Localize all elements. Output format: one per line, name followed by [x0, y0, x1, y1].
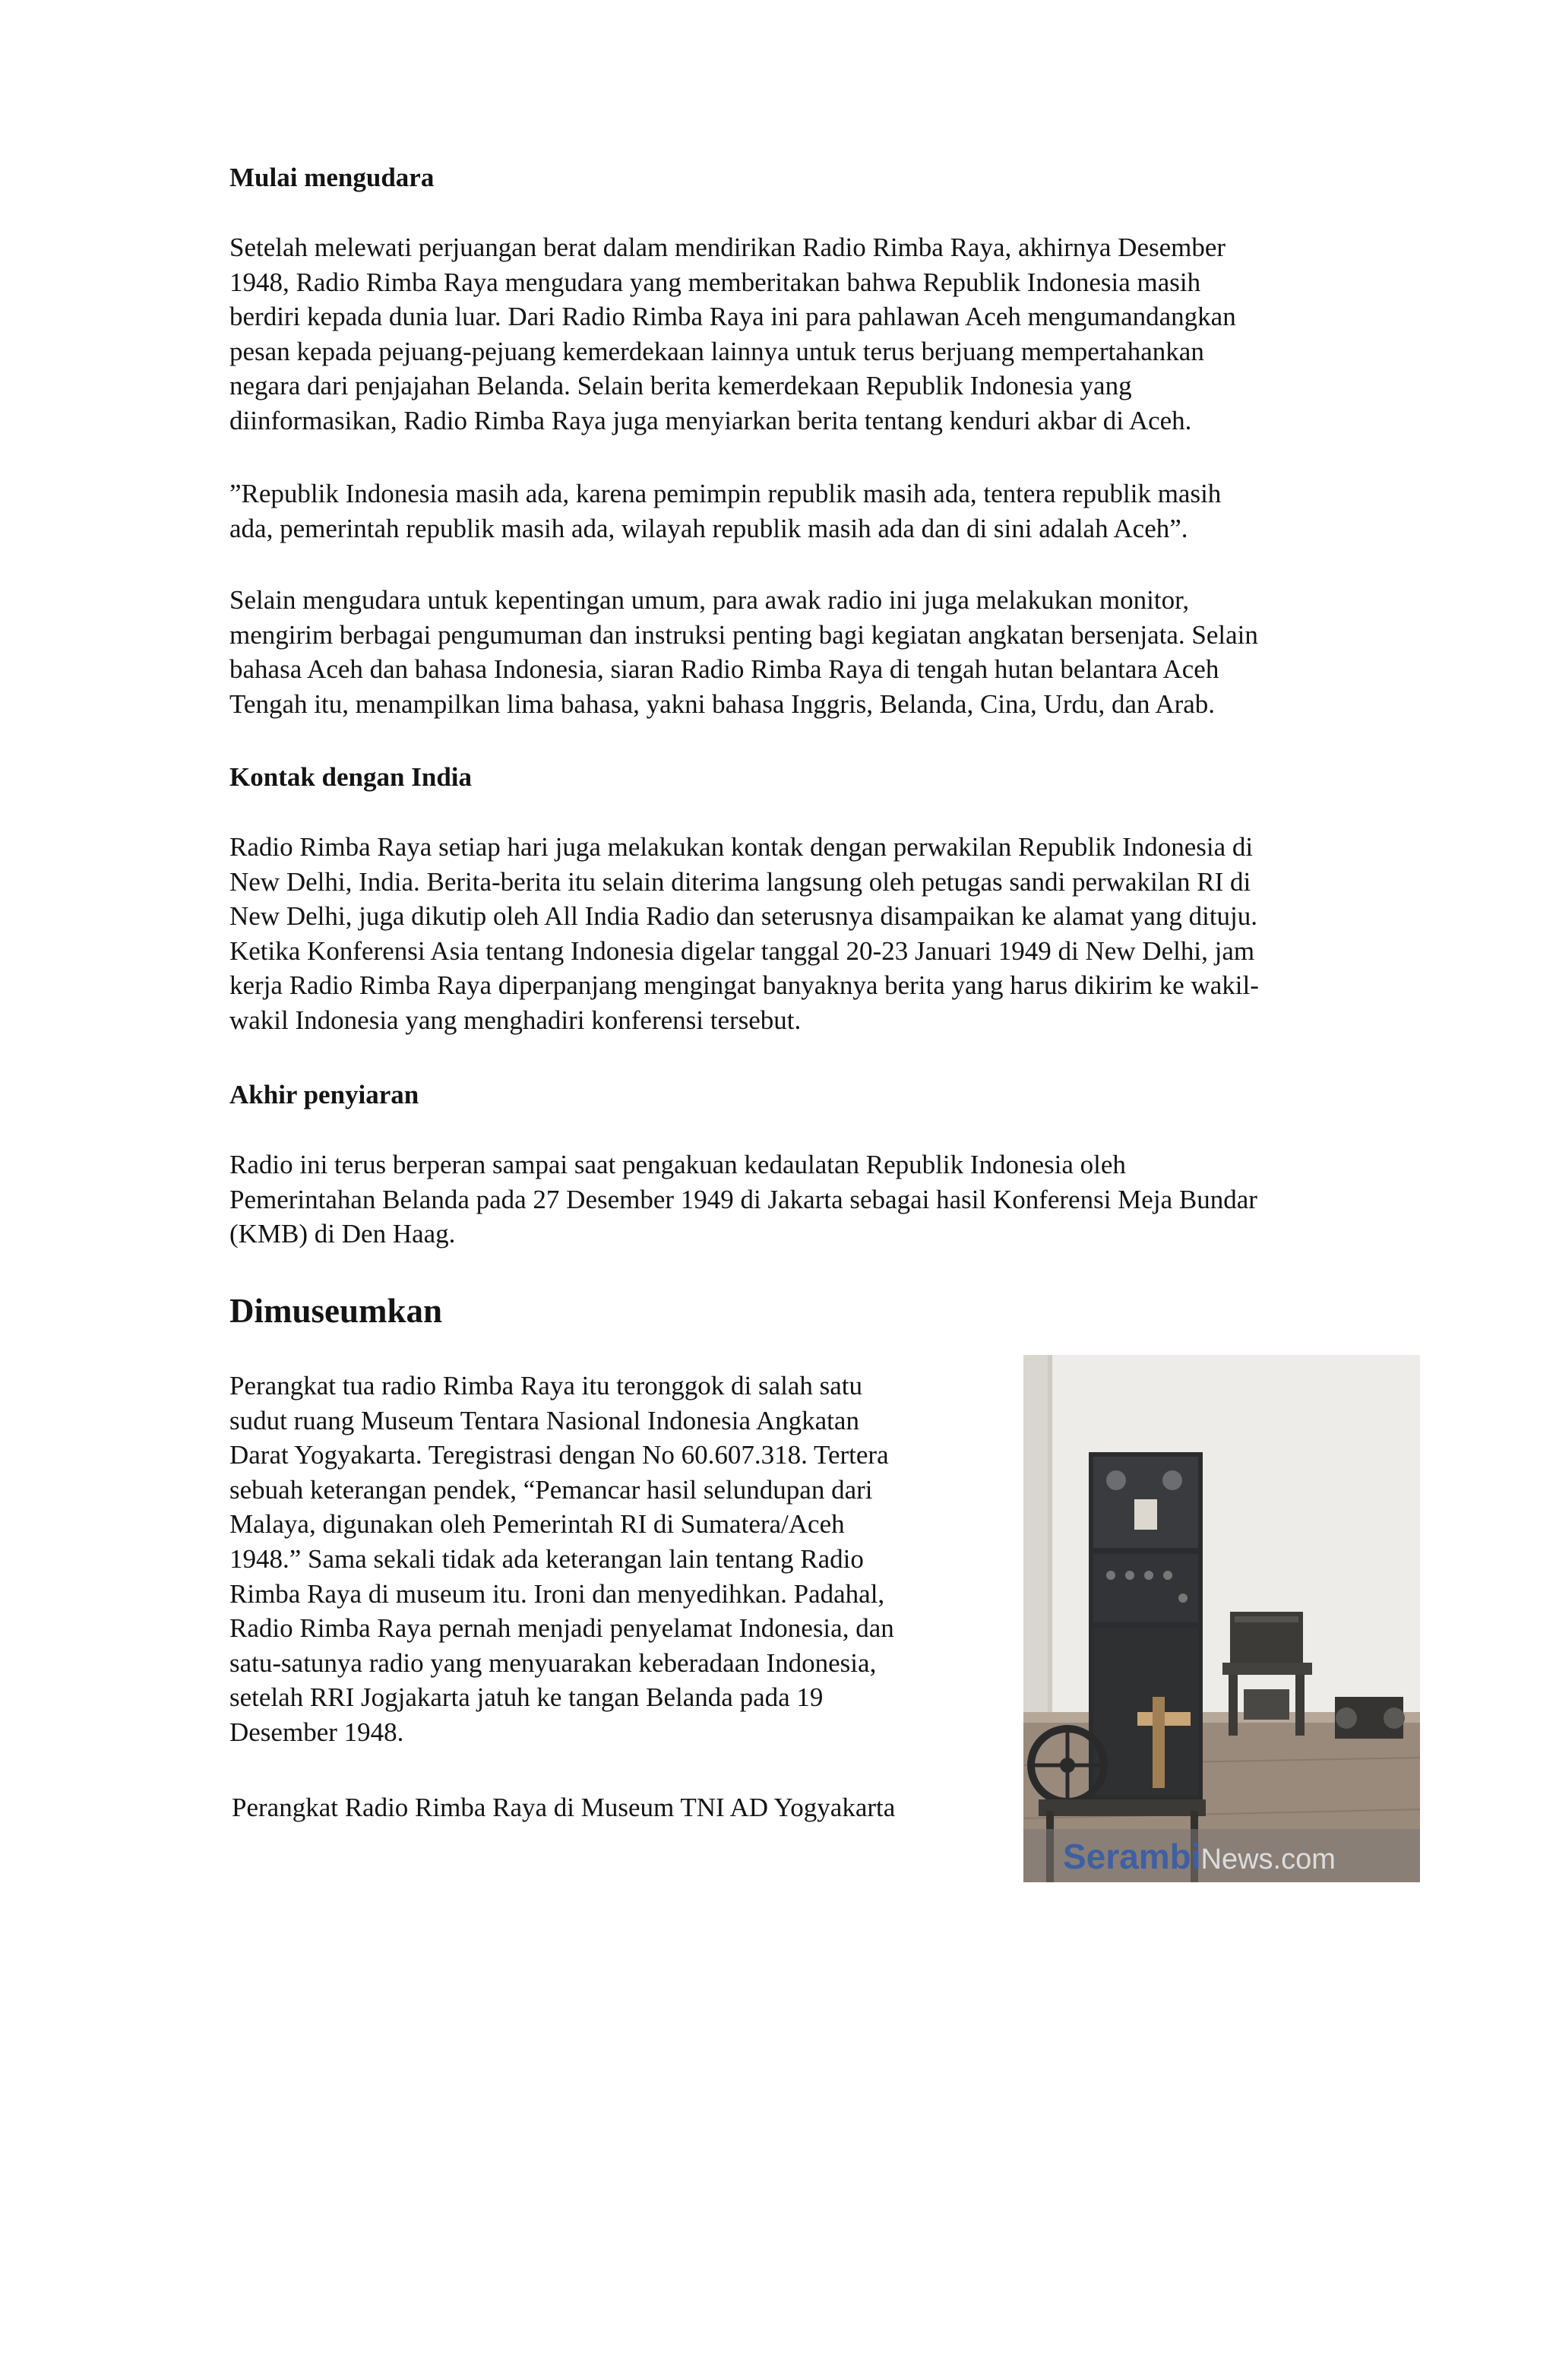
- paragraph-dimuseumkan-1: [229, 1369, 997, 1750]
- text-line: Radio Rimba Raya pernah menjadi penyelamat Indonesia, dan: [229, 1613, 894, 1644]
- text-line: Perangkat tua radio Rimba Raya itu teronggok di salah satu: [229, 1371, 862, 1400]
- text-line: Ketika Konferensi Asia tentang Indonesia digelar tanggal 20-23 Januari 1949 di New Delhi, jam: [229, 935, 1255, 966]
- text-line: Desember 1948.: [229, 1717, 404, 1747]
- text-line: 1948, Radio Rimba Raya mengudara yang memberitakan bahwa Republik Indonesia masih: [229, 267, 1201, 297]
- paragraph-kontak-1: [229, 830, 1430, 1038]
- text-line: New Delhi, juga dikutip oleh All India Radio dan seterusnya disampaikan ke alamat yang dituju.: [229, 901, 1258, 932]
- text-line: New Delhi, India. Berita-berita itu selain diterima langsung oleh petugas sandi perwakilan RI di: [229, 866, 1251, 897]
- heading-text: Akhir penyiaran: [229, 1080, 419, 1109]
- paragraph-mulai-1: [229, 230, 1430, 438]
- text-line: Selain mengudara untuk kepentingan umum, para awak radio ini juga melakukan monitor,: [229, 585, 1190, 615]
- text-line: Tengah itu, menampilkan lima bahasa, yakni bahasa Inggris, Belanda, Cina, Urdu, dan Arab.: [229, 688, 1216, 719]
- text-line: Pemerintahan Belanda pada 27 Desember 1949 di Jakarta sebagai hasil Konferensi Meja Bundar: [229, 1184, 1257, 1214]
- paragraph-akhir-1: [229, 1147, 1430, 1252]
- text-line: berdiri kepada dunia luar. Dari Radio Rimba Raya ini para pahlawan Aceh mengumandangkan: [229, 302, 1236, 332]
- text-line: pesan kepada pejuang-pejuang kemerdekaan lainnya untuk terus berjuang mempertahankan: [229, 336, 1204, 366]
- text-line: sudut ruang Museum Tentara Nasional Indonesia Angkatan: [229, 1405, 859, 1435]
- text-line: ”Republik Indonesia masih ada, karena pemimpin republik masih ada, tentera republik masih: [229, 479, 1222, 508]
- text-line: satu-satunya radio yang menyuarakan keberadaan Indonesia,: [229, 1647, 877, 1678]
- text-line: Radio ini terus berperan sampai saat pengakuan kedaulatan Republik Indonesia oleh: [229, 1150, 1126, 1179]
- text-line: mengirim berbagai pengumuman dan instruksi penting bagi kegiatan angkatan bersenjata. Selain: [229, 619, 1258, 650]
- text-line: Rimba Raya di museum itu. Ironi dan menyedihkan. Padahal,: [229, 1578, 885, 1609]
- text-line: negara dari penjajahan Belanda. Selain berita kemerdekaan Republik Indonesia yang: [229, 371, 1132, 401]
- text-line: ada, pemerintah republik masih ada, wilayah republik masih ada dan di sini adalah Aceh”.: [229, 513, 1188, 543]
- section-heading-mulai-mengudara: [229, 160, 1430, 195]
- text-line: bahasa Aceh dan bahasa Indonesia, siaran Radio Rimba Raya di tengah hutan belantara Aceh: [229, 654, 1219, 685]
- section-heading-dimuseumkan: [229, 1290, 1430, 1332]
- text-line: 1948.” Sama sekali tidak ada keterangan lain tentang Radio: [229, 1543, 864, 1574]
- paragraph-mulai-3: [229, 583, 1430, 721]
- text-line: Malaya, digunakan oleh Pemerintah RI di Sumatera/Aceh: [229, 1509, 845, 1540]
- text-line: setelah RRI Jogjakarta jatuh ke tangan Belanda pada 19: [229, 1682, 824, 1713]
- paragraph-mulai-2: [229, 476, 1430, 546]
- text-line: sebuah keterangan pendek, “Pemancar hasil selundupan dari: [229, 1474, 873, 1505]
- text-line: Darat Yogyakarta. Teregistrasi dengan No 60.607.318. Tertera: [229, 1440, 889, 1470]
- heading-text: Mulai mengudara: [229, 163, 435, 192]
- text-line: kerja Radio Rimba Raya diperpanjang mengingat banyaknya berita yang harus dikirim ke wakil-: [229, 970, 1259, 1001]
- section-heading-akhir-penyiaran: [229, 1078, 1430, 1112]
- text-line: Radio Rimba Raya setiap hari juga melakukan kontak dengan perwakilan Republik Indonesia di: [229, 832, 1254, 862]
- heading-text: Kontak dengan India: [229, 762, 473, 792]
- museum-radio-photo: [1023, 1355, 1420, 1882]
- photo-caption: Perangkat Radio Rimba Raya di Museum TNI AD Yogyakarta: [232, 1793, 896, 1822]
- text-line: wakil Indonesia yang menghadiri konferensi tersebut.: [229, 1005, 802, 1035]
- text-line: (KMB) di Den Haag.: [229, 1219, 456, 1249]
- watermark-text: SerambiNews.com: [1063, 1837, 1336, 1876]
- section-heading-kontak-dengan-india: [229, 760, 1430, 795]
- text-line: diinformasikan, Radio Rimba Raya juga menyiarkan berita tentang kenduri akbar di Aceh.: [229, 405, 1192, 435]
- text-line: Setelah melewati perjuangan berat dalam mendirikan Radio Rimba Raya, akhirnya Desember: [229, 233, 1226, 262]
- heading-text: Dimuseumkan: [229, 1292, 443, 1330]
